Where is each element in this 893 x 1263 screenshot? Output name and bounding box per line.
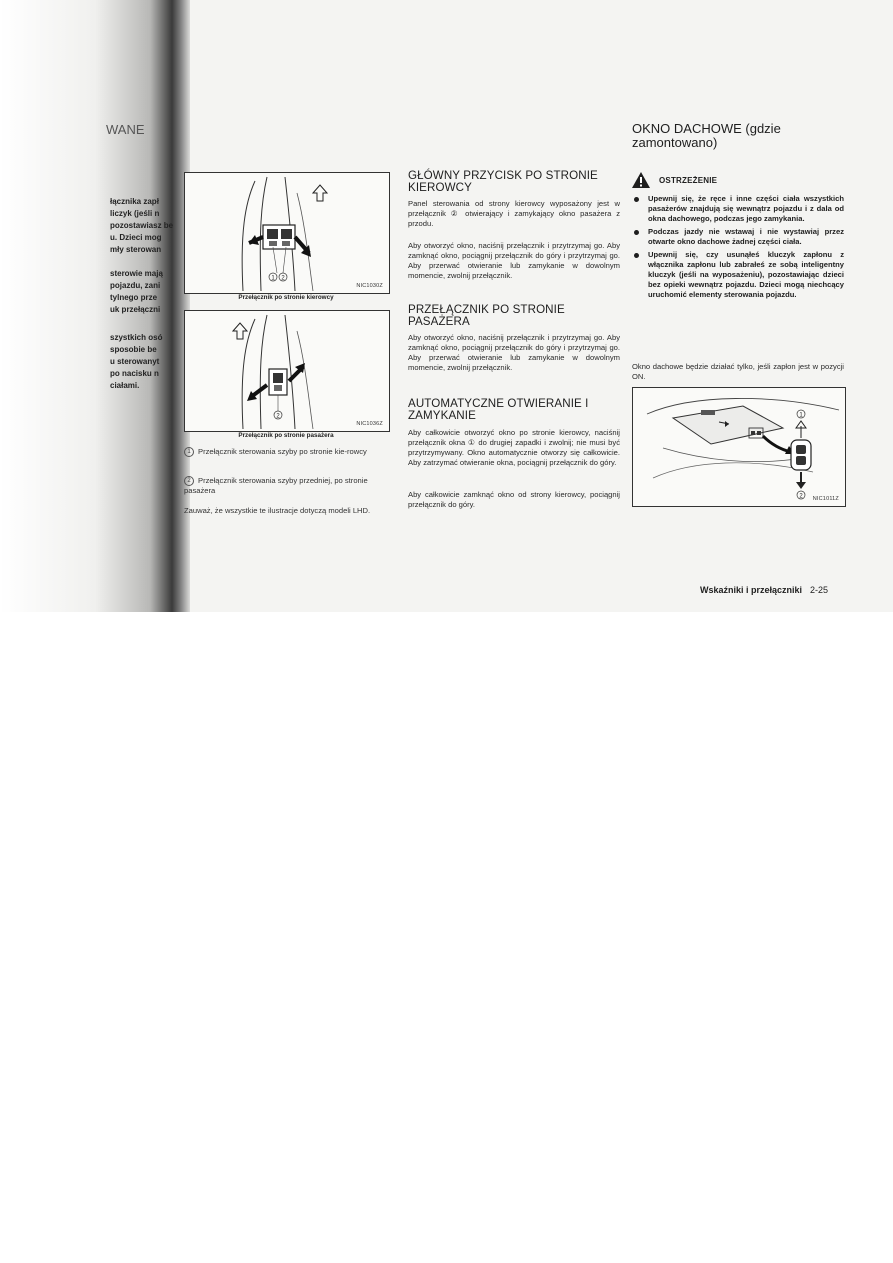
legend-item	[184, 476, 388, 496]
warning-item: Podczas jazdy nie wstawaj i nie wystawiaj przez otwarte okno dachowe żadnej części ciała.	[632, 227, 844, 247]
figure-caption: Przełącznik po stronie pasażera	[238, 432, 334, 439]
callout-2: 2	[799, 493, 803, 500]
legend-number: 2	[184, 476, 194, 486]
page-number: 2-25	[810, 585, 829, 595]
warning-item: Upewnij się, czy usunąłeś kluczyk zapłonu z włącznika zapłonu lub zabrałeś ze sobą inteligentny kluczyk (jeśli na wyposażeniu), pozostawiając dzieci bez opieki wewnątrz pojazdu. Dzieci mogą niechcący uruchomić elementy sterowania pojazdu.	[632, 250, 844, 300]
legend-text: Przełącznik sterowania szyby po stronie kie-rowcy	[198, 447, 367, 456]
page-footer	[700, 585, 828, 595]
previous-page-line: sposobie be	[110, 345, 157, 354]
legend-text: Przełącznik sterowania szyby przedniej, po stronie pasażera	[184, 476, 368, 495]
figure-sunroof-switch	[632, 387, 846, 507]
figure-id: NIC1011Z	[812, 496, 839, 502]
section-paragraph: Aby całkowicie otworzyć okno po stronie kierowcy, naciśnij przełącznik okna ① do drugiej zapadki i zwolnij; nie musi być przytrzymywany. Okno automatycznie otworzy się całkowicie. Aby zatrzymać otwieranie okna, pociągnij przełącznik do góry.	[408, 428, 620, 467]
previous-page-line: ciałami.	[110, 381, 140, 390]
section-heading: GŁÓWNY PRZYCISK PO STRONIE KIEROWCY	[408, 169, 598, 194]
previous-page-line: uk przełączni	[110, 305, 161, 314]
previous-page-line: pozostawiasz be	[110, 221, 174, 230]
warning-item: Upewnij się, że ręce i inne części ciała wszystkich pasażerów znajdują się wewnątrz pojazdu i z dala od okna dachowego, podczas jego zamykania.	[632, 194, 844, 224]
lhd-note: Zauważ, że wszystkie te ilustracje dotyczą modeli LHD.	[184, 506, 371, 515]
warning-header	[632, 171, 717, 189]
section-heading: AUTOMATYCZNE OTWIERANIE I ZAMYKANIE	[408, 397, 589, 422]
sunroof-heading: OKNO DACHOWE (gdzie zamontowano)	[632, 121, 781, 150]
callout-2: 2	[281, 275, 285, 282]
section-paragraph: Aby otworzyć okno, naciśnij przełącznik i przytrzymaj go. Aby zamknąć okno, pociągnij przełącznik do góry i przytrzymaj go. Aby przerwać otwieranie lub zamykanie w dowolnym momencie, zwolnij przełącznik.	[408, 333, 620, 372]
previous-page-line: u sterowanyt	[110, 357, 160, 366]
previous-page-line: pojazdu, zani	[110, 281, 161, 290]
previous-page-line: szystkich osó	[110, 333, 163, 342]
section-paragraph: Aby całkowicie zamknąć okno od strony kierowcy, pociągnij przełącznik do góry.	[408, 490, 620, 509]
previous-page-line: u. Dzieci mog	[110, 233, 162, 242]
previous-page-line: mły sterowan	[110, 245, 162, 254]
previous-page-line: liczyk (jeśli n	[110, 209, 160, 218]
legend-item	[184, 447, 388, 457]
figure-driver-switch	[184, 172, 390, 294]
figure-id: NIC1036Z	[356, 421, 383, 427]
section-heading: PRZEŁĄCZNIK PO STRONIE PASAŻERA	[408, 303, 565, 328]
previous-page-line: po nacisku n	[110, 369, 159, 378]
previous-page-title: WANE	[106, 122, 145, 137]
previous-page-line: sterowie mają	[110, 269, 163, 278]
callout-2: 2	[276, 413, 280, 420]
section-paragraph: Panel sterowania od strony kierowcy wyposażony jest w przełącznik ② otwierający i zamykający okno pasażera z przodu.	[408, 199, 620, 228]
section-paragraph: Aby otworzyć okno, naciśnij przełącznik i przytrzymaj go. Aby zamknąć okno, pociągnij przełącznik do góry i przytrzymaj go. Aby przerwać otwieranie lub zamykanie w dowolnym momencie, zwolnij przełącznik.	[408, 241, 620, 280]
page-content	[0, 0, 893, 612]
previous-page-line: tylnego prze	[110, 293, 158, 302]
previous-page-line: łącznika zapł	[110, 197, 159, 206]
figure-id: NIC1030Z	[356, 283, 383, 289]
legend-number: 1	[184, 447, 194, 457]
figure-passenger-switch	[184, 310, 390, 432]
figure-caption: Przełącznik po stronie kierowcy	[238, 294, 334, 301]
warning-label: OSTRZEŻENIE	[659, 175, 718, 185]
warning-triangle-icon	[632, 172, 650, 188]
door-panel-illustration	[185, 311, 389, 431]
sunroof-body: Okno dachowe będzie działać tylko, jeśli zapłon jest w pozycji ON.	[632, 362, 844, 381]
callout-1: 1	[799, 412, 803, 419]
warning-list	[632, 194, 844, 303]
footer-section: Wskaźniki i przełączniki	[700, 585, 803, 595]
door-panel-illustration	[185, 173, 389, 293]
scanned-page	[0, 0, 893, 612]
callout-1: 1	[271, 275, 275, 282]
sunroof-illustration	[633, 388, 845, 506]
